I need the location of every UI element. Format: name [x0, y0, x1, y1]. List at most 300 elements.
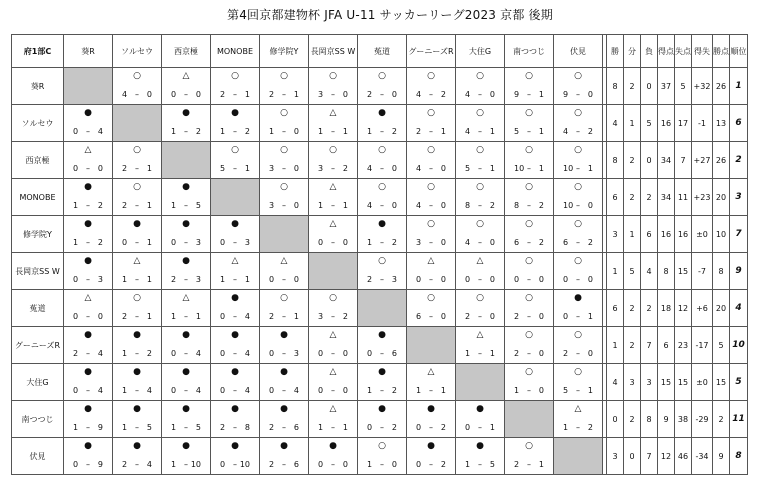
score-separator: –: [331, 386, 335, 395]
goals-for: 1: [318, 127, 324, 136]
stat-value: 26: [713, 142, 730, 179]
stat-header: 勝: [607, 35, 624, 68]
result-symbol: ○: [133, 145, 141, 155]
goals-for: 4: [416, 164, 422, 173]
result-symbol: ●: [378, 404, 386, 414]
goals-against: 2: [489, 201, 495, 210]
goals-for: 1: [122, 423, 128, 432]
column-header-team: ソルセウ: [113, 35, 162, 68]
goals-against: 2: [538, 238, 544, 247]
stat-value: 12: [675, 290, 692, 327]
match-result-cell: [554, 105, 603, 142]
result-symbol: △: [84, 145, 92, 155]
goals-against: 3: [244, 238, 250, 247]
goals-for: 2: [73, 349, 79, 358]
goals-against: 9: [97, 460, 103, 469]
match-result-cell: [358, 364, 407, 401]
score-separator: –: [282, 386, 286, 395]
result-symbol: ○: [525, 293, 533, 303]
match-result-cell: [260, 290, 309, 327]
score-separator: –: [380, 238, 384, 247]
goals-against: 0: [391, 460, 397, 469]
row-header-team: 伏見: [12, 438, 64, 475]
goals-for: 1: [367, 127, 373, 136]
score-separator: –: [184, 460, 188, 469]
goals-against: 2: [195, 127, 201, 136]
stat-value: 2: [624, 290, 641, 327]
goals-for: 2: [514, 312, 520, 321]
goals-for: 1: [220, 127, 226, 136]
score-separator: –: [429, 460, 433, 469]
score-separator: –: [478, 201, 482, 210]
match-result-cell: [162, 105, 211, 142]
goals-against: 2: [538, 201, 544, 210]
result-symbol: ●: [182, 404, 190, 414]
match-result-cell: [211, 438, 260, 475]
score-separator: –: [282, 90, 286, 99]
stat-value: 16: [658, 216, 675, 253]
result-symbol: ○: [476, 219, 484, 229]
goals-for: 2: [269, 312, 275, 321]
score-separator: –: [184, 201, 188, 210]
score-separator: –: [527, 386, 531, 395]
result-symbol: ○: [280, 71, 288, 81]
goals-against: 1: [146, 201, 152, 210]
goals-against: 1: [587, 312, 593, 321]
stat-value: 34: [658, 142, 675, 179]
goals-for: 4: [416, 90, 422, 99]
score-separator: –: [331, 164, 335, 173]
rank-value: 3: [730, 179, 748, 216]
goals-for: 5: [514, 127, 520, 136]
match-result-cell: [554, 401, 603, 438]
goals-against: 1: [538, 164, 544, 173]
match-result-cell: [505, 438, 554, 475]
score-separator: –: [184, 349, 188, 358]
result-symbol: ○: [133, 293, 141, 303]
match-result-cell: [309, 401, 358, 438]
result-symbol: ●: [231, 219, 239, 229]
goals-for: 0: [269, 275, 275, 284]
result-symbol: ●: [182, 256, 190, 266]
score-separator: –: [331, 349, 335, 358]
result-symbol: ○: [476, 145, 484, 155]
stat-value: 2: [624, 68, 641, 105]
goals-for: 2: [269, 90, 275, 99]
goals-against: 10: [239, 460, 250, 469]
score-separator: –: [429, 275, 433, 284]
stat-value: 5: [675, 68, 692, 105]
goals-against: 2: [391, 238, 397, 247]
rank-value: 6: [730, 105, 748, 142]
stat-value: -1: [692, 105, 713, 142]
score-separator: –: [233, 460, 237, 469]
match-result-cell: [211, 364, 260, 401]
result-symbol: ●: [378, 219, 386, 229]
column-header-team: 長岡京SS W: [309, 35, 358, 68]
goals-for: 0: [416, 460, 422, 469]
column-header-team: 葵R: [64, 35, 113, 68]
stat-value: 7: [641, 438, 658, 475]
goals-for: 2: [122, 164, 128, 173]
result-symbol: ○: [427, 219, 435, 229]
goals-against: 0: [440, 312, 446, 321]
stat-value: -29: [692, 401, 713, 438]
goals-for: 0: [73, 386, 79, 395]
goals-against: 0: [538, 275, 544, 284]
score-separator: –: [380, 386, 384, 395]
goals-against: 1: [244, 164, 250, 173]
column-header-team: MONOBE: [211, 35, 260, 68]
goals-for: 5: [220, 164, 226, 173]
goals-for: 1: [122, 275, 128, 284]
score-separator: –: [380, 201, 384, 210]
stat-value: 8: [713, 253, 730, 290]
result-symbol: ○: [231, 145, 239, 155]
result-symbol: ●: [231, 367, 239, 377]
goals-for: 1: [73, 238, 79, 247]
result-symbol: △: [329, 330, 337, 340]
stat-value: +27: [692, 142, 713, 179]
goals-for: 2: [122, 201, 128, 210]
match-result-cell: [211, 401, 260, 438]
goals-for: 0: [318, 386, 324, 395]
score-separator: –: [576, 312, 580, 321]
goals-against: 0: [391, 90, 397, 99]
stat-header: 負: [641, 35, 658, 68]
goals-for: 1: [465, 349, 471, 358]
result-symbol: ○: [427, 71, 435, 81]
result-symbol: ●: [378, 330, 386, 340]
stat-header: 勝点: [713, 35, 730, 68]
match-result-cell: [260, 142, 309, 179]
match-result-cell: [505, 142, 554, 179]
stat-value: 11: [675, 179, 692, 216]
match-result-cell: [113, 179, 162, 216]
score-separator: –: [478, 423, 482, 432]
score-separator: –: [184, 423, 188, 432]
self-match-cell: [554, 438, 603, 475]
match-result-cell: [113, 327, 162, 364]
match-result-cell: [407, 438, 456, 475]
score-separator: –: [380, 349, 384, 358]
score-separator: –: [527, 460, 531, 469]
goals-against: 2: [587, 238, 593, 247]
stat-value: 34: [658, 179, 675, 216]
result-symbol: ○: [574, 330, 582, 340]
column-header-team: 修学院Y: [260, 35, 309, 68]
score-separator: –: [233, 275, 237, 284]
goals-against: 0: [293, 127, 299, 136]
goals-against: 0: [293, 275, 299, 284]
goals-against: 1: [146, 164, 152, 173]
goals-against: 0: [440, 275, 446, 284]
score-separator: –: [429, 386, 433, 395]
table-row: [12, 327, 748, 364]
result-symbol: ○: [525, 441, 533, 451]
rank-value: 5: [730, 364, 748, 401]
goals-for: 0: [416, 423, 422, 432]
stat-value: 15: [675, 364, 692, 401]
stat-value: 2: [641, 179, 658, 216]
goals-against: 4: [244, 386, 250, 395]
match-result-cell: [456, 105, 505, 142]
goals-for: 1: [367, 460, 373, 469]
score-separator: –: [233, 127, 237, 136]
result-symbol: ○: [525, 256, 533, 266]
result-symbol: ○: [476, 108, 484, 118]
score-separator: –: [576, 386, 580, 395]
stat-value: 17: [675, 105, 692, 142]
match-result-cell: [358, 179, 407, 216]
stat-value: 2: [624, 401, 641, 438]
goals-against: 2: [97, 238, 103, 247]
stat-value: 12: [658, 438, 675, 475]
match-result-cell: [64, 216, 113, 253]
goals-against: 1: [489, 423, 495, 432]
goals-against: 0: [489, 275, 495, 284]
goals-against: 4: [146, 460, 152, 469]
match-result-cell: [407, 253, 456, 290]
score-separator: –: [184, 312, 188, 321]
score-separator: –: [527, 275, 531, 284]
score-separator: –: [86, 127, 90, 136]
match-result-cell: [162, 216, 211, 253]
goals-for: 10: [563, 164, 574, 173]
score-separator: –: [478, 127, 482, 136]
goals-for: 8: [514, 201, 520, 210]
match-result-cell: [113, 142, 162, 179]
result-symbol: ●: [182, 330, 190, 340]
match-result-cell: [407, 142, 456, 179]
result-symbol: ●: [182, 219, 190, 229]
goals-against: 2: [146, 349, 152, 358]
match-result-cell: [554, 364, 603, 401]
score-separator: –: [86, 164, 90, 173]
goals-against: 1: [489, 349, 495, 358]
goals-for: 2: [171, 275, 177, 284]
goals-for: 2: [416, 127, 422, 136]
goals-for: 0: [220, 460, 226, 469]
goals-against: 0: [538, 386, 544, 395]
goals-for: 1: [220, 275, 226, 284]
match-result-cell: [211, 290, 260, 327]
goals-against: 9: [97, 423, 103, 432]
match-result-cell: [309, 438, 358, 475]
goals-against: 1: [342, 127, 348, 136]
rank-value: 4: [730, 290, 748, 327]
score-separator: –: [233, 164, 237, 173]
match-result-cell: [358, 68, 407, 105]
goals-against: 3: [293, 349, 299, 358]
goals-against: 2: [244, 127, 250, 136]
match-result-cell: [309, 68, 358, 105]
goals-against: 4: [195, 386, 201, 395]
match-result-cell: [505, 290, 554, 327]
stat-value: 3: [641, 364, 658, 401]
score-separator: –: [282, 201, 286, 210]
goals-against: 0: [440, 238, 446, 247]
result-symbol: △: [427, 256, 435, 266]
result-symbol: ●: [231, 441, 239, 451]
score-separator: –: [478, 460, 482, 469]
match-result-cell: [64, 327, 113, 364]
goals-against: 0: [97, 164, 103, 173]
stat-value: 8: [641, 401, 658, 438]
result-symbol: △: [329, 367, 337, 377]
score-separator: –: [429, 423, 433, 432]
goals-against: 0: [293, 201, 299, 210]
goals-for: 2: [514, 349, 520, 358]
goals-against: 1: [195, 312, 201, 321]
result-symbol: △: [329, 182, 337, 192]
score-separator: –: [135, 164, 139, 173]
match-result-cell: [505, 216, 554, 253]
result-symbol: △: [84, 293, 92, 303]
goals-for: 0: [465, 275, 471, 284]
rank-value: 2: [730, 142, 748, 179]
score-separator: –: [527, 238, 531, 247]
goals-for: 8: [465, 201, 471, 210]
goals-for: 0: [318, 349, 324, 358]
score-separator: –: [576, 164, 580, 173]
match-result-cell: [113, 216, 162, 253]
goals-against: 0: [587, 90, 593, 99]
table-row: [12, 364, 748, 401]
goals-against: 8: [244, 423, 250, 432]
match-result-cell: [64, 179, 113, 216]
goals-for: 4: [416, 201, 422, 210]
result-symbol: △: [329, 108, 337, 118]
match-result-cell: [358, 105, 407, 142]
result-symbol: ○: [378, 71, 386, 81]
goals-against: 6: [391, 349, 397, 358]
goals-for: 0: [220, 386, 226, 395]
score-separator: –: [380, 164, 384, 173]
result-symbol: ○: [574, 182, 582, 192]
result-symbol: ○: [133, 182, 141, 192]
score-separator: –: [331, 238, 335, 247]
goals-for: 1: [171, 312, 177, 321]
goals-for: 6: [416, 312, 422, 321]
match-result-cell: [260, 327, 309, 364]
match-result-cell: [554, 142, 603, 179]
goals-against: 1: [538, 127, 544, 136]
match-result-cell: [407, 216, 456, 253]
goals-against: 0: [195, 90, 201, 99]
match-result-cell: [309, 142, 358, 179]
score-separator: –: [429, 164, 433, 173]
stat-value: 4: [607, 105, 624, 142]
stat-value: +23: [692, 179, 713, 216]
score-separator: –: [135, 386, 139, 395]
stat-value: 5: [624, 253, 641, 290]
goals-against: 1: [342, 201, 348, 210]
stat-value: 9: [713, 438, 730, 475]
result-symbol: △: [182, 293, 190, 303]
score-separator: –: [282, 275, 286, 284]
stat-value: 2: [624, 179, 641, 216]
result-symbol: ○: [329, 71, 337, 81]
match-result-cell: [456, 216, 505, 253]
score-separator: –: [527, 127, 531, 136]
stat-value: 6: [607, 179, 624, 216]
match-result-cell: [113, 290, 162, 327]
result-symbol: ○: [525, 219, 533, 229]
result-symbol: ○: [231, 71, 239, 81]
result-symbol: ○: [525, 145, 533, 155]
score-separator: –: [429, 201, 433, 210]
match-result-cell: [554, 253, 603, 290]
score-separator: –: [527, 312, 531, 321]
match-result-cell: [505, 179, 554, 216]
goals-against: 6: [293, 423, 299, 432]
score-separator: –: [184, 275, 188, 284]
goals-against: 0: [489, 312, 495, 321]
match-result-cell: [309, 290, 358, 327]
match-result-cell: [505, 327, 554, 364]
goals-against: 2: [440, 90, 446, 99]
match-result-cell: [260, 68, 309, 105]
score-separator: –: [282, 423, 286, 432]
page-title: 第4回京都建物杯 JFA U-11 サッカーリーグ2023 京都 後期: [227, 8, 553, 22]
column-header-team: 南つつじ: [505, 35, 554, 68]
match-result-cell: [211, 216, 260, 253]
goals-against: 2: [342, 164, 348, 173]
result-symbol: ●: [133, 404, 141, 414]
match-result-cell: [358, 142, 407, 179]
result-symbol: ●: [280, 367, 288, 377]
row-header-team: 長岡京SS W: [12, 253, 64, 290]
match-result-cell: [64, 142, 113, 179]
rank-value: 7: [730, 216, 748, 253]
result-symbol: ●: [84, 256, 92, 266]
score-separator: –: [331, 460, 335, 469]
stat-value: -34: [692, 438, 713, 475]
goals-for: 10: [514, 164, 525, 173]
result-symbol: ●: [280, 404, 288, 414]
result-symbol: △: [329, 404, 337, 414]
self-match-cell: [162, 142, 211, 179]
goals-against: 2: [391, 386, 397, 395]
goals-for: 0: [318, 460, 324, 469]
result-symbol: ●: [133, 441, 141, 451]
goals-for: 0: [171, 90, 177, 99]
score-separator: –: [331, 127, 335, 136]
goals-against: 2: [97, 201, 103, 210]
goals-against: 5: [195, 423, 201, 432]
goals-for: 1: [416, 386, 422, 395]
goals-against: 4: [97, 127, 103, 136]
result-symbol: ●: [231, 108, 239, 118]
goals-for: 1: [465, 460, 471, 469]
self-match-cell: [456, 364, 505, 401]
goals-for: 1: [73, 201, 79, 210]
score-separator: –: [576, 90, 580, 99]
goals-against: 1: [538, 460, 544, 469]
goals-against: 3: [195, 238, 201, 247]
score-separator: –: [233, 312, 237, 321]
score-separator: –: [576, 349, 580, 358]
match-result-cell: [358, 327, 407, 364]
stat-value: 1: [624, 105, 641, 142]
match-result-cell: [358, 216, 407, 253]
score-separator: –: [380, 460, 384, 469]
goals-for: 3: [318, 90, 324, 99]
row-header-team: 葵R: [12, 68, 64, 105]
goals-for: 0: [220, 349, 226, 358]
goals-against: 0: [146, 90, 152, 99]
